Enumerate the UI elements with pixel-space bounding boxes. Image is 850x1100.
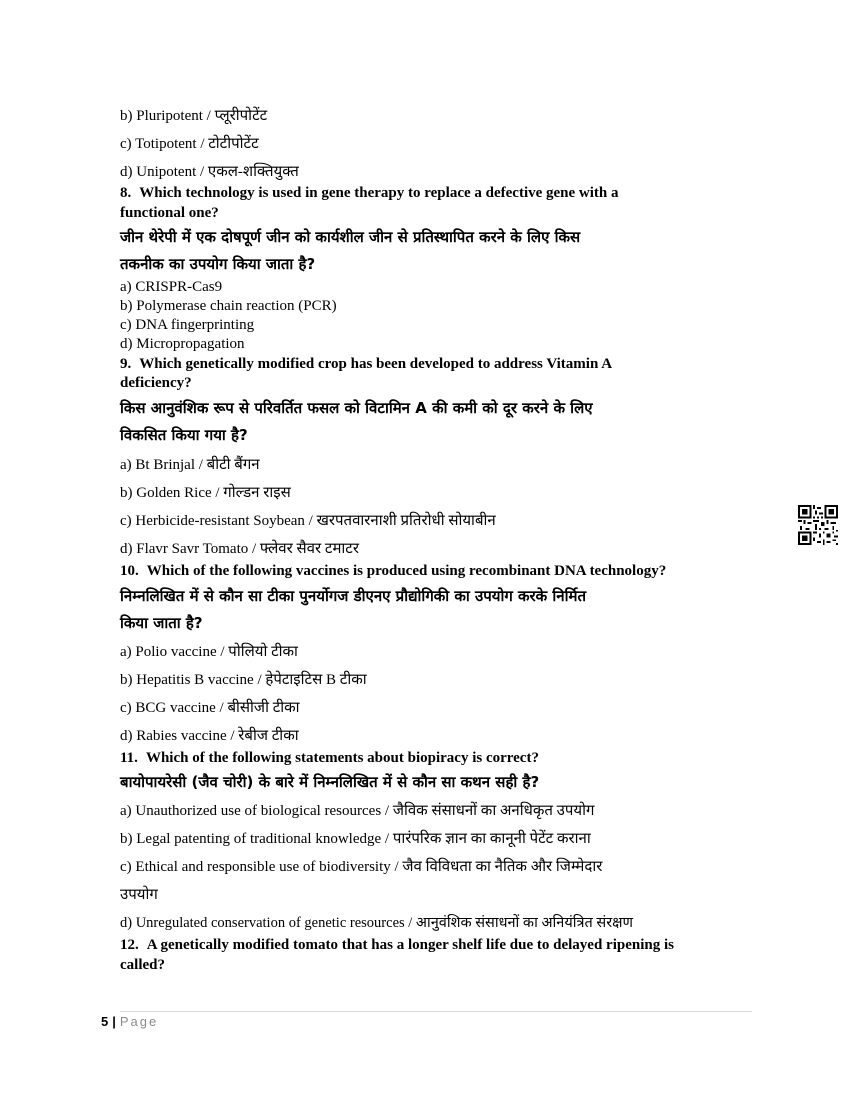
q8-english-line2: functional one? — [120, 205, 219, 221]
page-footer — [101, 1014, 158, 1029]
option-d-unipotent: d) Unipotent / एकल-शक्तियुक्त — [120, 164, 299, 180]
option-c-totipotent: c) Totipotent / टोटीपोटेंट — [120, 136, 259, 152]
q8-hindi-line1: जीन थेरेपी में एक दोषपूर्ण जीन को कार्यशील जीन से प्रतिस्थापित करने के लिए किस — [120, 228, 581, 246]
q8-option-c: c) DNA fingerprinting — [120, 317, 255, 333]
q10-hindi-line1: निम्नलिखित में से कौन सा टीका पुनर्योगज डीएनए प्रौद्योगिकी का उपयोग करके निर्मित — [120, 587, 587, 605]
q11-hindi-line1: बायोपायरेसी (जैव चोरी) के बारे में निम्नलिखित में से कौन सा कथन सही है? — [120, 773, 540, 791]
page-number: 5 — [101, 1014, 109, 1029]
page-label: Page — [119, 1014, 159, 1029]
q9-option-a: a) Bt Brinjal / बीटी बैंगन — [120, 457, 260, 473]
q9-option-b: b) Golden Rice / गोल्डन राइस — [120, 485, 291, 501]
q9-english-text: Which genetically modified crop has been developed to address Vitamin A — [139, 356, 613, 372]
q9-hindi-line2: विकसित किया गया है? — [120, 426, 248, 444]
q10-option-d: d) Rabies vaccine / रेबीज टीका — [120, 728, 299, 744]
q11-english-line1 — [120, 750, 539, 767]
q9-option-d: d) Flavr Savr Tomato / फ्लेवर सैवर टमाटर — [120, 541, 359, 557]
q11-option-a: a) Unauthorized use of biological resources / जैविक संसाधनों का अनधिकृत उपयोग — [120, 803, 595, 819]
q9-english-line1 — [120, 356, 612, 373]
q10-english-text: Which of the following vaccines is produced using recombinant DNA technology? — [146, 563, 667, 579]
q11-option-b: b) Legal patenting of traditional knowledge / पारंपरिक ज्ञान का कानूनी पेटेंट कराना — [120, 831, 591, 847]
footer-separator: | — [112, 1014, 116, 1029]
q8-hindi-line2: तकनीक का उपयोग किया जाता है? — [120, 255, 316, 273]
q11-english-text: Which of the following statements about biopiracy is correct? — [145, 750, 539, 766]
q9-option-c: c) Herbicide-resistant Soybean / खरपतवारनाशी प्रतिरोधी सोयाबीन — [120, 513, 496, 529]
q11-option-c: c) Ethical and responsible use of biodiversity / जैव विविधता का नैतिक और जिम्मेदार — [120, 859, 603, 875]
q8-english-line1 — [120, 185, 619, 202]
q8-option-d: d) Micropropagation — [120, 336, 245, 352]
q11-option-d: d) Unregulated conservation of genetic resources / आनुवंशिक संसाधनों का अनियंत्रित संरक्षण — [120, 915, 634, 931]
q12-english-line1 — [120, 937, 674, 954]
q10-english-line1 — [120, 563, 666, 580]
q9-english-line2: deficiency? — [120, 375, 192, 391]
q10-option-a: a) Polio vaccine / पोलियो टीका — [120, 644, 298, 660]
q10-hindi-line2: किया जाता है? — [120, 614, 203, 632]
q8-option-a: a) CRISPR-Cas9 — [120, 279, 223, 295]
q12-number: 12. — [120, 937, 139, 953]
qr-code-icon — [798, 505, 838, 545]
q12-english-line2: called? — [120, 957, 165, 973]
q9-hindi-line1: किस आनुवंशिक रूप से परिवर्तित फसल को विटामिन A की कमी को दूर करने के लिए — [120, 399, 593, 417]
q10-option-b: b) Hepatitis B vaccine / हेपेटाइटिस B टीका — [120, 672, 367, 688]
q11-number: 11. — [120, 750, 138, 766]
q9-number: 9. — [120, 356, 132, 372]
footer-divider — [120, 1011, 752, 1012]
q8-option-b: b) Polymerase chain reaction (PCR) — [120, 298, 337, 314]
q8-number: 8. — [120, 185, 132, 201]
option-b-pluripotent: b) Pluripotent / प्लूरीपोटेंट — [120, 108, 268, 124]
q12-english-text: A genetically modified tomato that has a longer shelf life due to delayed ripening is — [146, 937, 674, 953]
q11-option-c-continued: उपयोग — [120, 887, 158, 903]
q10-option-c: c) BCG vaccine / बीसीजी टीका — [120, 700, 300, 716]
q8-english-text: Which technology is used in gene therapy to replace a defective gene with a — [139, 185, 619, 201]
q10-number: 10. — [120, 563, 139, 579]
